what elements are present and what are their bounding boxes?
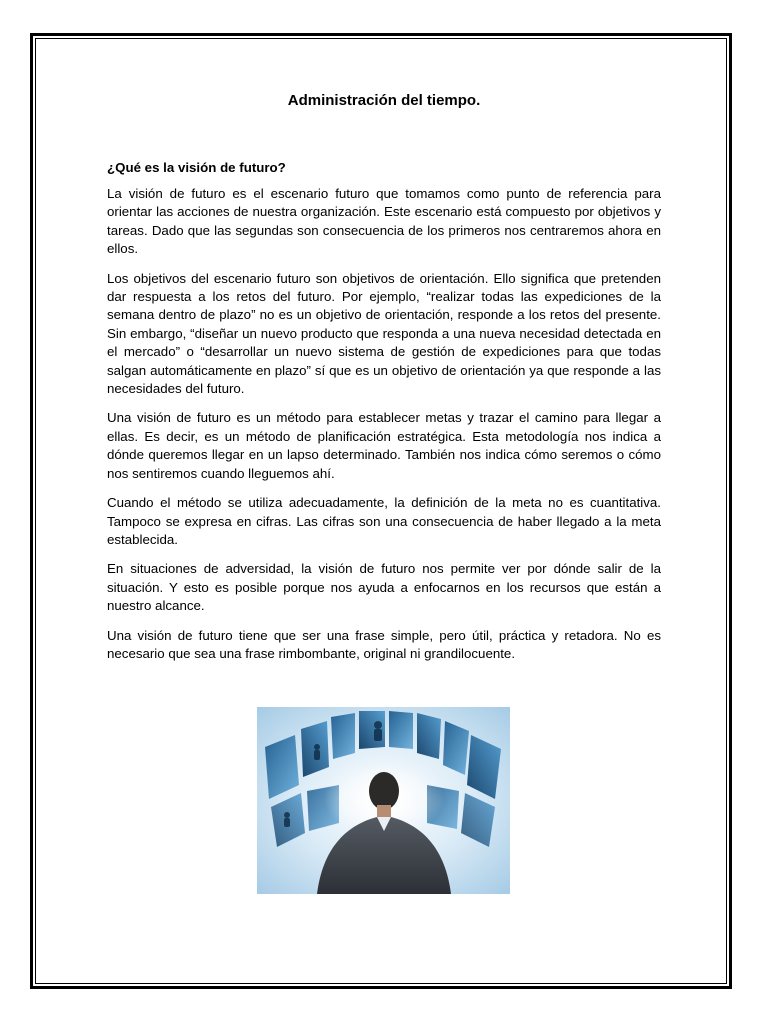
document-title: Administración del tiempo. xyxy=(287,92,481,109)
paragraph-1: La visión de futuro es el escenario futuro que tomamos como punto de referencia para orientar las acciones de nuestra organización. Este escenario está compuesto por objetivos y tareas. Dado que las segundas son consecuencia de los primeros nos centraremos ahora en ellos. xyxy=(107,186,661,257)
vision-illustration xyxy=(257,707,510,894)
paragraph-4: Cuando el método se utiliza adecuadamente, la definición de la meta no es cuantitativa. Tampoco se expresa en cifras. Las cifras son una consecuencia de haber llegado a la meta establecida. xyxy=(107,495,661,547)
paragraph-3: Una visión de futuro es un método para establecer metas y trazar el camino para llegar a ellas. Es decir, es un método de planificación estratégica. Esta metodología nos indica a dónde queremos llegar en un lapso determinado. También nos indica cómo seremos o cómo nos sentiremos cuando lleguemos ahí. xyxy=(107,410,661,481)
vision-illustration-graphic xyxy=(257,707,510,894)
paragraph-2: Los objetivos del escenario futuro son objetivos de orientación. Ello significa que pretenden dar respuesta a los retos del futuro. Por ejemplo, “realizar todas las expediciones de la semana dentro de plazo” no es un objetivo de orientación, responde a los retos del presente. Sin embargo, “diseñar un nuevo producto que responda a una nueva necesidad detectada en el mercado” o “desarrollar un nuevo sistema de gestión de expediciones para que todas salgan automáticamente en plazo” sí que es un objetivo de orientación ya que responde a las necesidades del futuro. xyxy=(107,270,661,397)
section-heading: ¿Qué es la visión de futuro? xyxy=(107,160,286,175)
paragraph-6: Una visión de futuro tiene que ser una frase simple, pero útil, práctica y retadora. No es necesario que sea una frase rimbombante, original ni grandilocuente. xyxy=(107,627,661,661)
paragraph-5: En situaciones de adversidad, la visión de futuro nos permite ver por dónde salir de la situación. Y esto es posible porque nos ayuda a enfocarnos en los recursos que están a nuestro alcance. xyxy=(107,561,661,614)
document-body xyxy=(107,91,661,674)
